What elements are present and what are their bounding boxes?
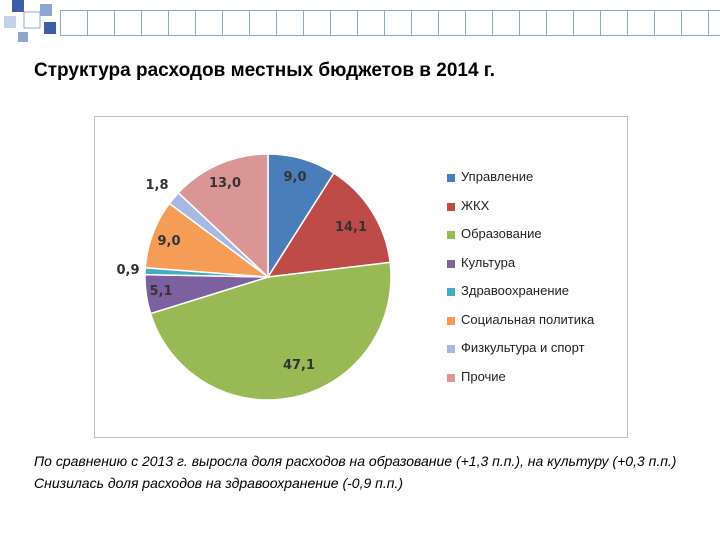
deco-square <box>24 12 40 28</box>
header-grid-cell <box>141 11 142 35</box>
header-grid-cell <box>303 11 304 35</box>
header-grid-cell <box>357 11 358 35</box>
commentary <box>34 450 694 494</box>
legend-swatch <box>447 288 455 296</box>
header-grid-cell <box>60 11 61 35</box>
legend-swatch <box>447 203 455 211</box>
header-grid-cell <box>168 11 169 35</box>
corner-decoration <box>0 0 60 46</box>
legend-label: ЖКХ <box>461 197 490 213</box>
header-grid-cell <box>465 11 466 35</box>
legend-label: Культура <box>461 254 516 270</box>
pie-chart-frame <box>94 116 628 438</box>
deco-square <box>18 32 28 42</box>
legend-swatch <box>447 174 455 182</box>
legend-label: Здравоохранение <box>461 283 570 298</box>
header-grid-cell <box>438 11 439 35</box>
header-grid-cell <box>249 11 250 35</box>
header-grid-cell <box>276 11 277 35</box>
commentary-line: По сравнению с 2013 г. выросла доля расходов на образование (+1,3 п.п.), на культуру (+0,3 п.п.) <box>34 453 677 469</box>
header-grid-cell <box>519 11 520 35</box>
data-label-prochie: 13,0 <box>208 176 242 191</box>
data-label-kultura: 5,1 <box>149 284 173 299</box>
deco-square <box>12 0 24 12</box>
legend-label: Физкультура и спорт <box>461 340 585 355</box>
header-grid-cell <box>114 11 115 35</box>
legend-label: Социальная политика <box>461 311 595 327</box>
header-grid-cell <box>492 11 493 35</box>
data-label-zdravookhranenie: 0,9 <box>116 263 140 278</box>
header-grid-cell <box>573 11 574 35</box>
legend-swatch <box>447 317 455 325</box>
page-title: Структура расходов местных бюджетов в 2014 г. <box>34 60 496 81</box>
header-grid-cell <box>87 11 88 35</box>
header-grid-cell <box>627 11 628 35</box>
legend-label: Образование <box>461 226 542 241</box>
data-label-zhkh: 14,1 <box>334 220 368 235</box>
header-grid-cell <box>222 11 223 35</box>
header-grid-cell <box>654 11 655 35</box>
deco-square <box>44 22 56 34</box>
data-label-upravlenie: 9,0 <box>283 170 307 185</box>
legend-label: Прочие <box>461 368 506 384</box>
legend-swatch <box>447 260 455 268</box>
legend-swatch <box>447 345 455 353</box>
pie-chart <box>95 117 627 437</box>
data-label-sotsialnaya-politika: 9,0 <box>157 234 181 249</box>
header-grid-bar <box>60 10 720 36</box>
legend-label: Управление <box>461 169 534 184</box>
header-grid-cell <box>195 11 196 35</box>
deco-square <box>40 4 52 16</box>
header-grid-cell <box>411 11 412 35</box>
header-grid-cell <box>681 11 682 35</box>
header-grid-cell <box>330 11 331 35</box>
legend-swatch <box>447 231 455 239</box>
data-label-obrazovanie: 47,1 <box>282 358 316 373</box>
data-label-fizkultura: 1,8 <box>145 178 169 193</box>
header-grid-cell <box>600 11 601 35</box>
deco-square <box>4 16 16 28</box>
header-grid-cell <box>546 11 547 35</box>
header-grid-cell <box>708 11 709 35</box>
header-grid-cell <box>384 11 385 35</box>
legend-swatch <box>447 374 455 382</box>
commentary-line: Снизилась доля расходов на здравоохранение (-0,9 п.п.) <box>34 475 403 491</box>
